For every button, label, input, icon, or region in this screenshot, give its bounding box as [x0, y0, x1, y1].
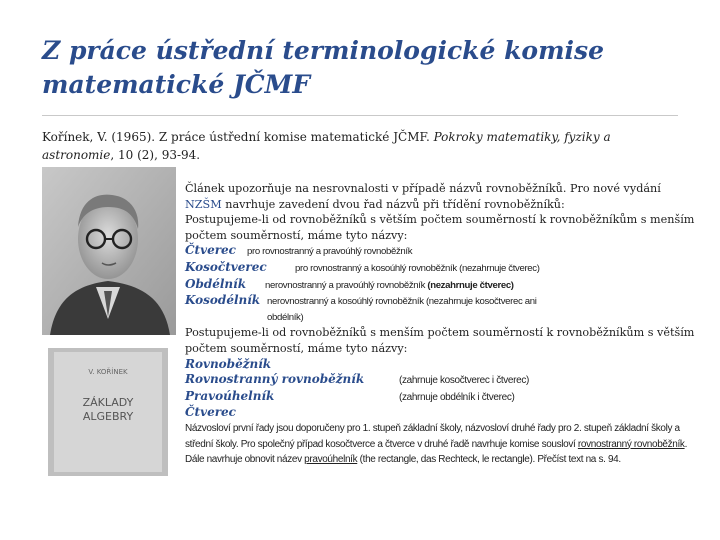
term-pravouhelnik: Pravoúhelník	[185, 388, 275, 403]
acronym-nzsm: NZŠM	[185, 197, 222, 211]
series1-item	[185, 260, 700, 277]
series2-list	[185, 357, 700, 421]
series2-lead: Postupujeme-li od rovnoběžníků s menším počtem souměrností k rovnoběžníkům s větším počtem souměrností, máme tyto názvy:	[185, 326, 695, 355]
citation-journal: Pokroky matematiky, fyziky a astronomie	[42, 130, 611, 162]
def-kosodelnik-cont: obdélník)	[267, 311, 304, 323]
portrait-photo	[42, 167, 176, 335]
title-line-1: Z práce ústřední terminologické komise	[42, 36, 605, 65]
term-kosodelnik: Kosodélník	[185, 293, 261, 308]
term-ctverec-2: Čtverec	[185, 405, 236, 420]
term-kosoctverec: Kosočtverec	[185, 259, 267, 274]
def-kosoctverec: pro rovnostranný a kosoúhlý rovnoběžník (nezahrnuje čtverec)	[295, 262, 540, 274]
series1-item	[185, 277, 700, 294]
term-rovnobeznik: Rovnoběžník	[185, 356, 272, 371]
citation-authors: Kořínek, V. (1965). Z práce ústřední komise matematické JČMF.	[42, 130, 434, 144]
intro-paragraph: Článek upozorňuje na nesrovnalosti v případě názvů rovnoběžníků. Pro nové vydání NZŠM navrhuje zavedení dvou řad názvů při třídění rovnoběžníků:	[185, 182, 661, 211]
def-ctverec: pro rovnostranný a pravoúhlý rovnoběžník	[247, 246, 413, 258]
series1-lead: Postupujeme-li od rovnoběžníků s větším počtem souměrností k rovnoběžníkům s menším počtem souměrností, máme tyto názvy:	[185, 213, 695, 242]
page-title	[42, 34, 682, 102]
note-rovnostranny: (zahrnuje kosočtverec i čtverec)	[399, 375, 529, 387]
citation-rest: , 10 (2), 93-94.	[110, 148, 201, 162]
term-obdelnik: Obdélník	[185, 276, 247, 291]
title-line-2: matematické JČMF	[42, 70, 311, 99]
series1-item	[185, 243, 700, 260]
citation	[42, 128, 682, 164]
book-title-line-1: ZÁKLADY	[82, 396, 134, 409]
term-rovnostranny-rovnobeznik: Rovnostranný rovnoběžník	[185, 372, 365, 387]
def-obdelnik: nerovnostranný a pravoúhlý rovnoběžník (nezahrnuje čtverec)	[265, 279, 514, 291]
def-kosodelnik: nerovnostranný a kosoúhlý rovnoběžník (nezahrnuje kosočtverec ani	[267, 296, 537, 308]
book-title-line-2: ALGEBRY	[82, 410, 134, 423]
final-paragraph: Názvosloví první řady jsou doporučeny pro 1. stupeň základní školy, názvosloví druhé řady pro 2. stupeň základní školy a střední školy. Pro společný případ kosočtverce a čtverce v druhé řadě navrhuje komise sousloví rovnostranný rovnoběžník. Dále navrhuje obnovit název pravoúhelník (the rectangle, das Rechteck, le rectangle). Přečíst text na s. 94.	[185, 422, 687, 466]
title-divider	[42, 115, 678, 116]
article-body	[185, 181, 700, 468]
term-ctverec: Čtverec	[185, 243, 236, 258]
series1-item	[185, 293, 700, 310]
underlined-term-1: rovnostranný rovnoběžník	[577, 438, 685, 450]
book-cover	[48, 348, 168, 476]
note-pravouhelnik: (zahrnuje obdélník i čtverec)	[399, 391, 515, 403]
underlined-term-2: pravoúhelník	[304, 454, 358, 466]
book-author: V. KOŘÍNEK	[88, 368, 128, 376]
